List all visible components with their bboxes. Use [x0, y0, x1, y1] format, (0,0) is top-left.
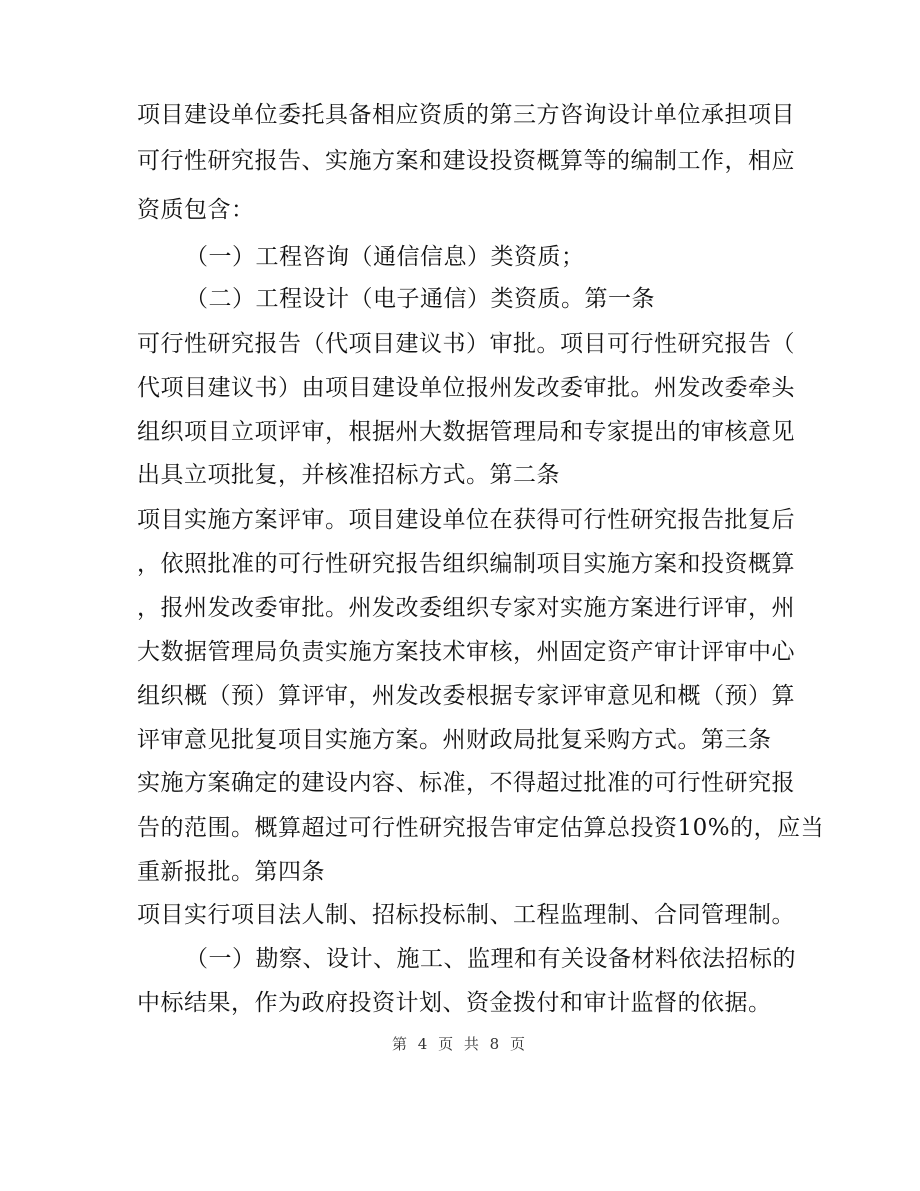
body-text-line: 中标结果，作为政府投资计划、资金拨付和审计监督的依据。	[137, 990, 772, 1016]
body-text-line: 大数据管理局负责实施方案技术审核，州固定资产审计评审中心	[137, 639, 795, 665]
body-text-line: 项目实行项目法人制、招标投标制、工程监理制、合同管理制。	[137, 902, 795, 928]
body-text-line: （一）工程咨询（通信信息）类资质；	[185, 244, 585, 270]
body-text-line: （一）勘察、设计、施工、监理和有关设备材料依法招标的	[185, 946, 796, 972]
body-text-line: 项目实施方案评审。项目建设单位在获得可行性研究报告批复后	[137, 507, 795, 533]
body-text-line: 项目建设单位委托具备相应资质的第三方咨询设计单位承担项目	[137, 102, 795, 128]
body-text-line: （二）工程设计（电子通信）类资质。第一条	[185, 286, 655, 312]
body-text-line: 出具立项批复，并核准招标方式。第二条	[137, 462, 560, 488]
body-text-line: 告的范围。概算超过可行性研究报告审定估算总投资10%的，应当	[137, 815, 825, 841]
body-text-line: 实施方案确定的建设内容、标准，不得超过批准的可行性研究报	[137, 770, 795, 796]
body-text-line: ，依照批准的可行性研究报告组织编制项目实施方案和投资概算	[137, 551, 795, 577]
body-text-line: 资质包含：	[137, 197, 255, 223]
page-number-footer: 第 4 页 共 8 页	[392, 1035, 528, 1053]
body-text-line: 可行性研究报告、实施方案和建设投资概算等的编制工作，相应	[137, 148, 795, 174]
body-text-line: 评审意见批复项目实施方案。州财政局批复采购方式。第三条	[137, 727, 772, 753]
body-text-line: 代项目建议书）由项目建设单位报州发改委审批。州发改委牵头	[137, 375, 795, 401]
body-text-line: 可行性研究报告（代项目建议书）审批。项目可行性研究报告（	[137, 331, 795, 357]
body-text-line: ，报州发改委审批。州发改委组织专家对实施方案进行评审，州	[137, 595, 795, 621]
body-text-line: 重新报批。第四条	[137, 859, 325, 885]
body-text-line: 组织概（预）算评审，州发改委根据专家评审意见和概（预）算	[137, 683, 795, 709]
body-text-line: 组织项目立项评审，根据州大数据管理局和专家提出的审核意见	[137, 419, 795, 445]
